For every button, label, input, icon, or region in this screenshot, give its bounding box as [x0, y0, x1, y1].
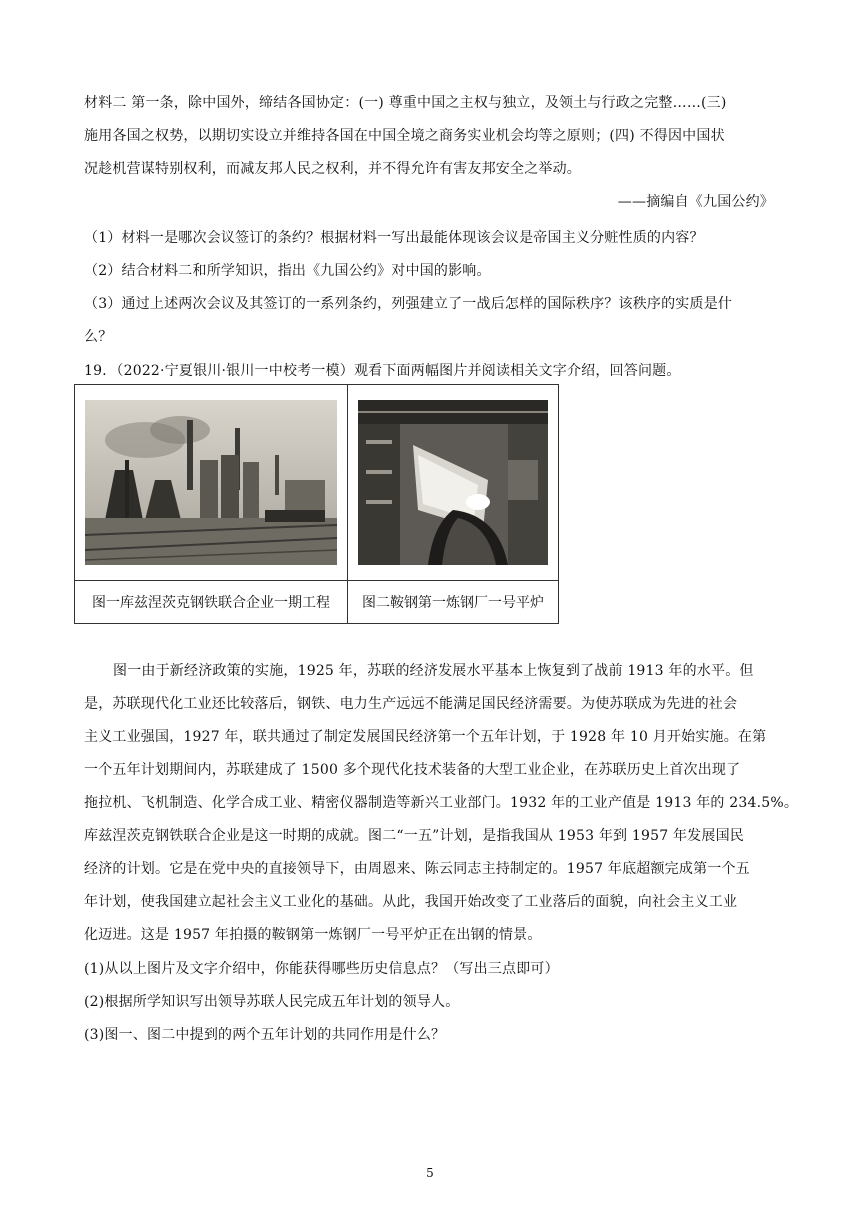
q19-sub-2: (2)根据所学知识写出领导苏联人民完成五年计划的领导人。: [84, 994, 460, 1010]
figure-2-caption: 图二鞍钢第一炼钢厂一号平炉: [348, 581, 559, 624]
steel-plant-photo: [85, 400, 337, 565]
passage-line-4: 一个五年计划期间内，苏联建成了 1500 多个现代化技术装备的大型工业企业，在苏联历史上首次出现了: [84, 762, 741, 778]
figure-1-cell: [75, 385, 348, 581]
passage-line-9: 化迈进。这是 1957 年拍摄的鞍钢第一炼钢厂一号平炉正在出钢的情景。: [84, 927, 542, 943]
material2-source: ——摘编自《九国公约》: [617, 194, 774, 210]
q18-sub-3-cont: 么？: [84, 329, 113, 345]
passage-line-2: 是，苏联现代化工业还比较落后，钢铁、电力生产远远不能满足国民经济需要。为使苏联成为先进的社会: [84, 696, 738, 712]
page-number: 5: [426, 1166, 434, 1180]
passage-line-5: 拖拉机、飞机制造、化学合成工业、精密仪器制造等新兴工业部门。1932 年的工业产值是 1913 年的 234.5%。: [84, 795, 799, 811]
q18-sub-3: （3）通过上述两次会议及其签订的一系列条约，列强建立了一战后怎样的国际秩序？该秩序的实质是什: [84, 296, 733, 312]
passage-line-8: 年计划，使我国建立起社会主义工业化的基础。从此，我国开始改变了工业落后的面貌，向社会主义工业: [84, 894, 738, 910]
q18-sub-1: （1）材料一是哪次会议签订的条约？根据材料一写出最能体现该会议是帝国主义分赃性质的内容？: [84, 230, 704, 246]
passage-line-3: 主义工业强国，1927 年，联共通过了制定发展国民经济第一个五年计划，于 1928 年 10 月开始实施。在第: [84, 729, 767, 745]
material2-line-1: 材料二 第一条，除中国外，缔结各国协定：(一) 尊重中国之主权与独立，及领土与行政之完整……(三): [84, 95, 727, 111]
open-hearth-furnace-photo: [358, 400, 548, 565]
q19-sub-3: (3)图一、图二中提到的两个五年计划的共同作用是什么？: [84, 1027, 446, 1043]
figure-2-cell: [348, 385, 559, 581]
material2-line-3: 况趁机营谋特别权利，而减友邦人民之权利，并不得允许有害友邦安全之举动。: [84, 161, 581, 177]
figure-1-caption: 图一库兹涅茨克钢铁联合企业一期工程: [75, 581, 348, 624]
q19-title: 19．（2022·宁夏银川·银川一中校考一模）观看下面两幅图片并阅读相关文字介绍，回答问题。: [84, 363, 681, 379]
q19-sub-1: (1)从以上图片及文字介绍中，你能获得哪些历史信息点？（写出三点即可）: [84, 961, 559, 977]
q18-sub-2: （2）结合材料二和所学知识，指出《九国公约》对中国的影响。: [84, 263, 491, 279]
passage-line-6: 库兹涅茨克钢铁联合企业是这一时期的成就。图二“一五”计划，是指我国从 1953 年到 1957 年发展国民: [84, 828, 744, 844]
material2-line-2: 施用各国之权势，以期切实设立并维持各国在中国全境之商务实业机会均等之原则；(四) 不得因中国状: [84, 128, 725, 144]
passage-line-1: 图一由于新经济政策的实施，1925 年，苏联的经济发展水平基本上恢复到了战前 1913 年的水平。但: [113, 663, 754, 679]
passage-line-7: 经济的计划。它是在党中央的直接领导下，由周恩来、陈云同志主持制定的。1957 年底超额完成第一个五: [84, 861, 750, 877]
figures-table: [74, 384, 559, 624]
